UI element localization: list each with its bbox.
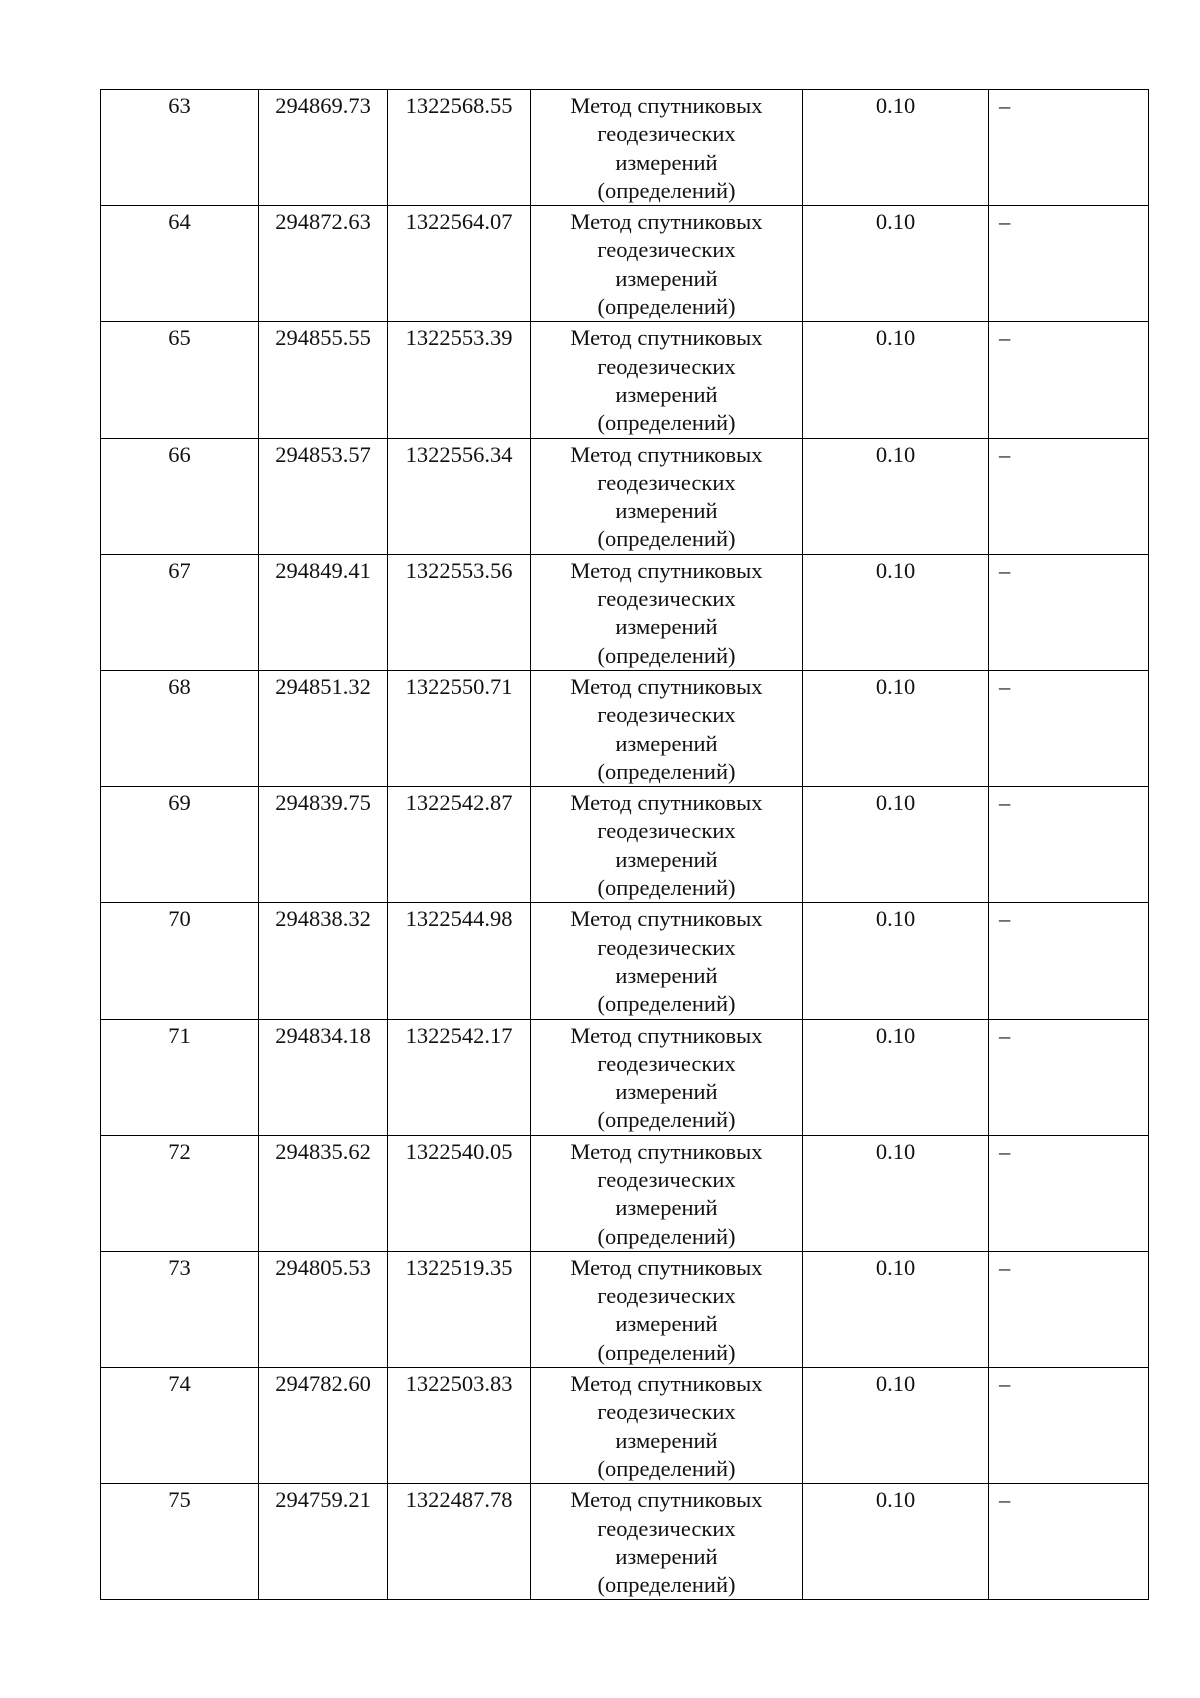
method-line: Метод спутниковых [570, 906, 763, 932]
table-row [101, 903, 1149, 1019]
method-line: Метод спутниковых [570, 325, 763, 351]
point-number-cell-text: 75 [168, 1487, 191, 1513]
point-number-cell [101, 554, 259, 670]
method-line: (определений) [597, 758, 736, 784]
method-line: измерений [615, 1311, 718, 1337]
extra-cell [989, 903, 1149, 1019]
method-line: Метод спутниковых [570, 1254, 763, 1280]
y-coordinate-cell-text: 1322519.35 [405, 1254, 513, 1280]
extra-text: – [999, 93, 1011, 118]
method-line: измерений [615, 1543, 718, 1569]
point-number-cell-text: 66 [168, 441, 191, 467]
method-line: (определений) [597, 991, 736, 1017]
x-coordinate-cell [259, 1368, 388, 1484]
extra-text: – [999, 673, 1011, 699]
y-coordinate-cell [388, 1368, 531, 1484]
method-cell [531, 554, 803, 670]
point-number-cell-text: 70 [168, 906, 191, 932]
extra-cell [989, 554, 1149, 670]
method-line: измерений [615, 265, 718, 291]
method-cell [531, 206, 803, 322]
method-line: (определений) [597, 526, 736, 552]
method-cell [531, 787, 803, 903]
method-line: Метод спутниковых [570, 441, 763, 467]
method-line: Метод спутниковых [570, 1022, 763, 1048]
x-coordinate-cell-text: 294759.21 [275, 1487, 371, 1513]
method-line: (определений) [597, 1107, 736, 1133]
x-coordinate-cell-text: 294838.32 [275, 906, 371, 932]
x-coordinate-cell [259, 554, 388, 670]
x-coordinate-cell-text: 294834.18 [275, 1022, 371, 1048]
accuracy-text: 0.10 [875, 790, 916, 816]
method-line: (определений) [597, 177, 736, 203]
y-coordinate-cell [388, 1019, 531, 1135]
y-coordinate-cell [388, 670, 531, 786]
point-number-cell [101, 1251, 259, 1367]
table-row [101, 1251, 1149, 1367]
point-number-cell-text: 68 [168, 673, 191, 699]
y-coordinate-cell-text: 1322544.98 [405, 906, 513, 932]
point-number-cell-text: 63 [168, 93, 191, 118]
method-line: геодезических [597, 469, 736, 495]
method-line: измерений [615, 1427, 718, 1453]
x-coordinate-cell-text: 294805.53 [275, 1254, 371, 1280]
y-coordinate-cell [388, 438, 531, 554]
accuracy-cell [803, 438, 989, 554]
method-line: измерений [615, 1079, 718, 1105]
method-line: (определений) [597, 642, 736, 668]
extra-cell [989, 1368, 1149, 1484]
accuracy-text: 0.10 [875, 441, 916, 467]
accuracy-cell [803, 903, 989, 1019]
extra-cell [989, 322, 1149, 438]
extra-cell [989, 90, 1149, 206]
point-number-cell-text: 64 [168, 209, 191, 235]
method-line: (определений) [597, 410, 736, 436]
x-coordinate-cell [259, 1019, 388, 1135]
x-coordinate-cell [259, 1135, 388, 1251]
point-number-cell [101, 90, 259, 206]
x-coordinate-cell [259, 787, 388, 903]
point-number-cell-text: 67 [168, 557, 191, 583]
method-line: геодезических [597, 586, 736, 612]
y-coordinate-cell-text: 1322542.17 [405, 1022, 513, 1048]
x-coordinate-cell-text: 294851.32 [275, 673, 371, 699]
accuracy-text: 0.10 [875, 209, 916, 235]
extra-text: – [999, 1371, 1011, 1397]
method-line: геодезических [597, 121, 736, 147]
method-line: геодезических [597, 1515, 736, 1541]
method-cell [531, 670, 803, 786]
extra-text: – [999, 209, 1011, 235]
method-line: геодезических [597, 237, 736, 263]
method-line: Метод спутниковых [570, 557, 763, 583]
method-line: измерений [615, 149, 718, 175]
y-coordinate-cell [388, 1484, 531, 1600]
method-line: измерений [615, 1195, 718, 1221]
x-coordinate-cell-text: 294869.73 [275, 93, 371, 118]
x-coordinate-cell [259, 1484, 388, 1600]
y-coordinate-cell [388, 554, 531, 670]
accuracy-cell [803, 1135, 989, 1251]
x-coordinate-cell [259, 1251, 388, 1367]
x-coordinate-cell-text: 294782.60 [275, 1371, 371, 1397]
table-body [101, 90, 1149, 1600]
point-number-cell-text: 74 [168, 1371, 191, 1397]
extra-text: – [999, 1138, 1011, 1164]
table-row [101, 787, 1149, 903]
method-cell [531, 1368, 803, 1484]
method-line: Метод спутниковых [570, 1487, 763, 1513]
method-line: геодезических [597, 818, 736, 844]
extra-cell [989, 1135, 1149, 1251]
accuracy-text: 0.10 [875, 1487, 916, 1513]
extra-text: – [999, 557, 1011, 583]
y-coordinate-cell-text: 1322487.78 [405, 1487, 513, 1513]
method-line: Метод спутниковых [570, 673, 763, 699]
accuracy-cell [803, 670, 989, 786]
extra-text: – [999, 1022, 1011, 1048]
accuracy-cell [803, 206, 989, 322]
y-coordinate-cell-text: 1322568.55 [405, 93, 513, 118]
x-coordinate-cell [259, 438, 388, 554]
extra-cell [989, 1019, 1149, 1135]
accuracy-cell [803, 1019, 989, 1135]
extra-cell [989, 1484, 1149, 1600]
method-line: (определений) [597, 1339, 736, 1365]
y-coordinate-cell [388, 1135, 531, 1251]
point-number-cell [101, 1368, 259, 1484]
point-number-cell [101, 787, 259, 903]
coordinates-table [100, 89, 1149, 1600]
point-number-cell [101, 1135, 259, 1251]
method-line: Метод спутниковых [570, 93, 763, 118]
y-coordinate-cell-text: 1322553.56 [405, 557, 513, 583]
method-line: Метод спутниковых [570, 1138, 763, 1164]
method-line: (определений) [597, 1223, 736, 1249]
accuracy-text: 0.10 [875, 906, 916, 932]
x-coordinate-cell-text: 294849.41 [275, 557, 371, 583]
accuracy-text: 0.10 [875, 325, 916, 351]
method-cell [531, 322, 803, 438]
accuracy-text: 0.10 [875, 673, 916, 699]
point-number-cell [101, 438, 259, 554]
point-number-cell [101, 1484, 259, 1600]
y-coordinate-cell [388, 206, 531, 322]
x-coordinate-cell-text: 294853.57 [275, 441, 371, 467]
point-number-cell [101, 903, 259, 1019]
y-coordinate-cell [388, 903, 531, 1019]
accuracy-text: 0.10 [875, 1138, 916, 1164]
x-coordinate-cell [259, 903, 388, 1019]
accuracy-cell [803, 554, 989, 670]
y-coordinate-cell-text: 1322556.34 [405, 441, 513, 467]
method-cell [531, 1019, 803, 1135]
method-line: измерений [615, 730, 718, 756]
method-cell [531, 90, 803, 206]
point-number-cell [101, 206, 259, 322]
method-line: геодезических [597, 934, 736, 960]
point-number-cell [101, 1019, 259, 1135]
table-row [101, 1484, 1149, 1600]
accuracy-text: 0.10 [875, 1371, 916, 1397]
y-coordinate-cell [388, 1251, 531, 1367]
accuracy-cell [803, 90, 989, 206]
method-line: геодезических [597, 1283, 736, 1309]
table-row [101, 438, 1149, 554]
method-line: измерений [615, 962, 718, 988]
point-number-cell [101, 670, 259, 786]
extra-text: – [999, 441, 1011, 467]
extra-cell [989, 206, 1149, 322]
accuracy-cell [803, 1368, 989, 1484]
x-coordinate-cell [259, 90, 388, 206]
extra-text: – [999, 1254, 1011, 1280]
extra-text: – [999, 325, 1011, 351]
y-coordinate-cell [388, 90, 531, 206]
x-coordinate-cell-text: 294835.62 [275, 1138, 371, 1164]
x-coordinate-cell-text: 294855.55 [275, 325, 371, 351]
accuracy-cell [803, 322, 989, 438]
accuracy-text: 0.10 [875, 1022, 916, 1048]
extra-text: – [999, 790, 1011, 816]
method-cell [531, 1484, 803, 1600]
method-line: (определений) [597, 1572, 736, 1598]
method-line: измерений [615, 846, 718, 872]
extra-text: – [999, 906, 1011, 932]
extra-cell [989, 1251, 1149, 1367]
y-coordinate-cell [388, 322, 531, 438]
method-line: (определений) [597, 1455, 736, 1481]
table-row [101, 322, 1149, 438]
y-coordinate-cell-text: 1322540.05 [405, 1138, 513, 1164]
extra-cell [989, 787, 1149, 903]
point-number-cell-text: 72 [168, 1138, 191, 1164]
method-line: геодезических [597, 1399, 736, 1425]
y-coordinate-cell-text: 1322550.71 [405, 673, 513, 699]
method-cell [531, 903, 803, 1019]
method-cell [531, 438, 803, 554]
extra-text: – [999, 1487, 1011, 1513]
point-number-cell-text: 73 [168, 1254, 191, 1280]
extra-cell [989, 670, 1149, 786]
point-number-cell-text: 71 [168, 1022, 191, 1048]
table-row [101, 670, 1149, 786]
accuracy-text: 0.10 [875, 557, 916, 583]
y-coordinate-cell [388, 787, 531, 903]
y-coordinate-cell-text: 1322564.07 [405, 209, 513, 235]
table-row [101, 1368, 1149, 1484]
method-line: Метод спутниковых [570, 209, 763, 235]
method-cell [531, 1251, 803, 1367]
method-line: (определений) [597, 875, 736, 901]
table-row [101, 554, 1149, 670]
method-line: измерений [615, 614, 718, 640]
table-row [101, 206, 1149, 322]
y-coordinate-cell-text: 1322542.87 [405, 790, 513, 816]
accuracy-cell [803, 1484, 989, 1600]
y-coordinate-cell-text: 1322503.83 [405, 1371, 513, 1397]
method-line: Метод спутниковых [570, 790, 763, 816]
accuracy-text: 0.10 [875, 1254, 916, 1280]
table-row [101, 90, 1149, 206]
x-coordinate-cell [259, 206, 388, 322]
method-line: геодезических [597, 1050, 736, 1076]
extra-cell [989, 438, 1149, 554]
point-number-cell-text: 69 [168, 790, 191, 816]
method-line: измерений [615, 381, 718, 407]
method-cell [531, 1135, 803, 1251]
method-line: геодезических [597, 353, 736, 379]
table-row [101, 1019, 1149, 1135]
method-line: геодезических [597, 702, 736, 728]
x-coordinate-cell [259, 670, 388, 786]
x-coordinate-cell-text: 294839.75 [275, 790, 371, 816]
accuracy-cell [803, 1251, 989, 1367]
table-row [101, 1135, 1149, 1251]
point-number-cell [101, 322, 259, 438]
method-line: измерений [615, 498, 718, 524]
method-line: Метод спутниковых [570, 1371, 763, 1397]
accuracy-cell [803, 787, 989, 903]
method-line: (определений) [597, 294, 736, 320]
y-coordinate-cell-text: 1322553.39 [405, 325, 513, 351]
point-number-cell-text: 65 [168, 325, 191, 351]
x-coordinate-cell-text: 294872.63 [275, 209, 371, 235]
method-line: геодезических [597, 1166, 736, 1192]
x-coordinate-cell [259, 322, 388, 438]
accuracy-text: 0.10 [875, 93, 916, 118]
